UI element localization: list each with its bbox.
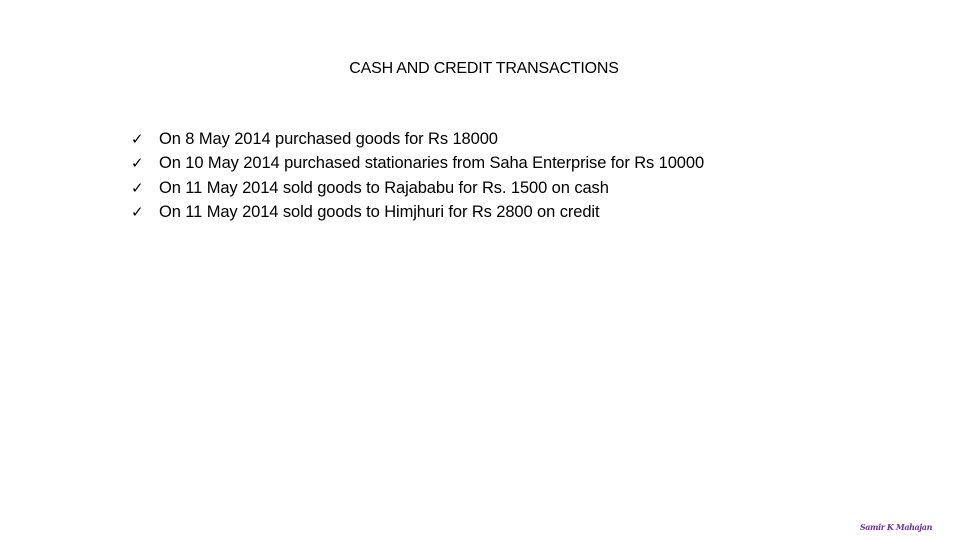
transaction-list	[131, 127, 704, 225]
checkmark-icon: ✓	[131, 154, 144, 173]
list-item	[131, 201, 704, 226]
transaction-text: On 10 May 2014 purchased stationaries from Saha Enterprise for Rs 10000	[159, 154, 705, 173]
transaction-text: On 11 May 2014 sold goods to Rajababu for Rs. 1500 on cash	[159, 178, 609, 197]
list-item	[131, 127, 704, 152]
author-signature: Samir K Mahajan	[859, 522, 932, 532]
transaction-text: On 11 May 2014 sold goods to Himjhuri for Rs 2800 on credit	[159, 203, 600, 222]
list-item	[131, 176, 704, 201]
checkmark-icon: ✓	[131, 129, 144, 148]
transaction-text: On 8 May 2014 purchased goods for Rs 18000	[159, 129, 498, 148]
checkmark-icon: ✓	[131, 178, 144, 197]
list-item	[131, 152, 704, 177]
slide-title: CASH AND CREDIT TRANSACTIONS	[349, 60, 619, 77]
checkmark-icon: ✓	[131, 203, 144, 222]
